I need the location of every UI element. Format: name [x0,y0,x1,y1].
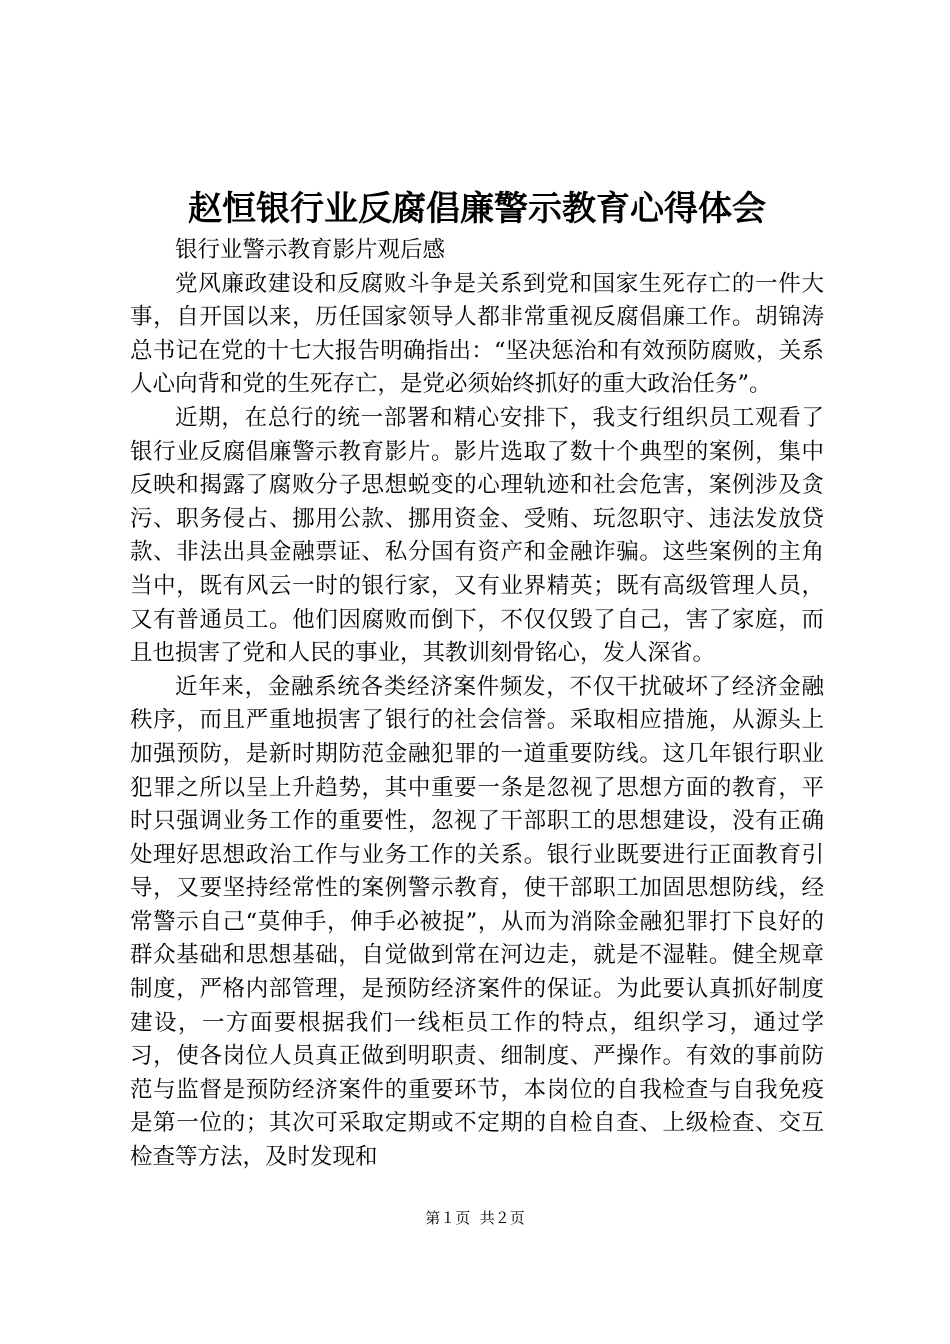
paragraph-2: 近期，在总行的统一部署和精心安排下，我支行组织员工观看了银行业反腐倡廉警示教育影片。影片选取了数十个典型的案例，集中反映和揭露了腐败分子思想蜕变的心理轨迹和社会危害，案例涉及贪污、职务侵占、挪用公款、挪用资金、受贿、玩忽职守、违法发放贷款、非法出具金融票证、私分国有资产和金融诈骗。这些案例的主角当中，既有风云一时的银行家，又有业界精英；既有高级管理人员，又有普通员工。他们因腐败而倒下，不仅仅毁了自己，害了家庭，而且也损害了党和人民的事业，其教训刻骨铭心，发人深省。 [130,404,824,667]
page-number-footer: 第１页 共２页 [425,1209,525,1227]
document-title: 赵恒银行业反腐倡廉警示教育心得体会 [188,189,766,229]
document-body [130,234,824,1175]
paragraph-1: 党风廉政建设和反腐败斗争是关系到党和国家生死存亡的一件大事，自开国以来，历任国家领导人都非常重视反腐倡廉工作。胡锦涛总书记在党的十七大报告明确指出：“坚决惩治和有效预防腐败，关系人心向背和党的生死存亡，是党必须始终抓好的重大政治任务”。 [130,270,824,398]
document-subtitle: 银行业警示教育影片观后感 [175,237,446,263]
paragraph-3: 近年来，金融系统各类经济案件频发，不仅干扰破坏了经济金融秩序，而且严重地损害了银行的社会信誉。采取相应措施，从源头上加强预防，是新时期防范金融犯罪的一道重要防线。这几年银行职业犯罪之所以呈上升趋势，其中重要一条是忽视了思想方面的教育，平时只强调业务工作的重要性，忽视了干部职工的思想建设，没有正确处理好思想政治工作与业务工作的关系。银行业既要进行正面教育引导，又要坚持经常性的案例警示教育，使干部职工加固思想防线，经常警示自己“莫伸手，伸手必被捉”，从而为消除金融犯罪打下良好的群众基础和思想基础，自觉做到常在河边走，就是不湿鞋。健全规章制度，严格内部管理，是预防经济案件的保证。为此要认真抓好制度建设，一方面要根据我们一线柜员工作的特点，组织学习，通过学习，使各岗位人员真正做到明职责、细制度、严操作。有效的事前防范与监督是预防经济案件的重要环节，本岗位的自我检查与自我免疫是第一位的；其次可采取定期或不定期的自检自查、上级检查、交互检查等方法，及时发现和 [130,673,824,1171]
